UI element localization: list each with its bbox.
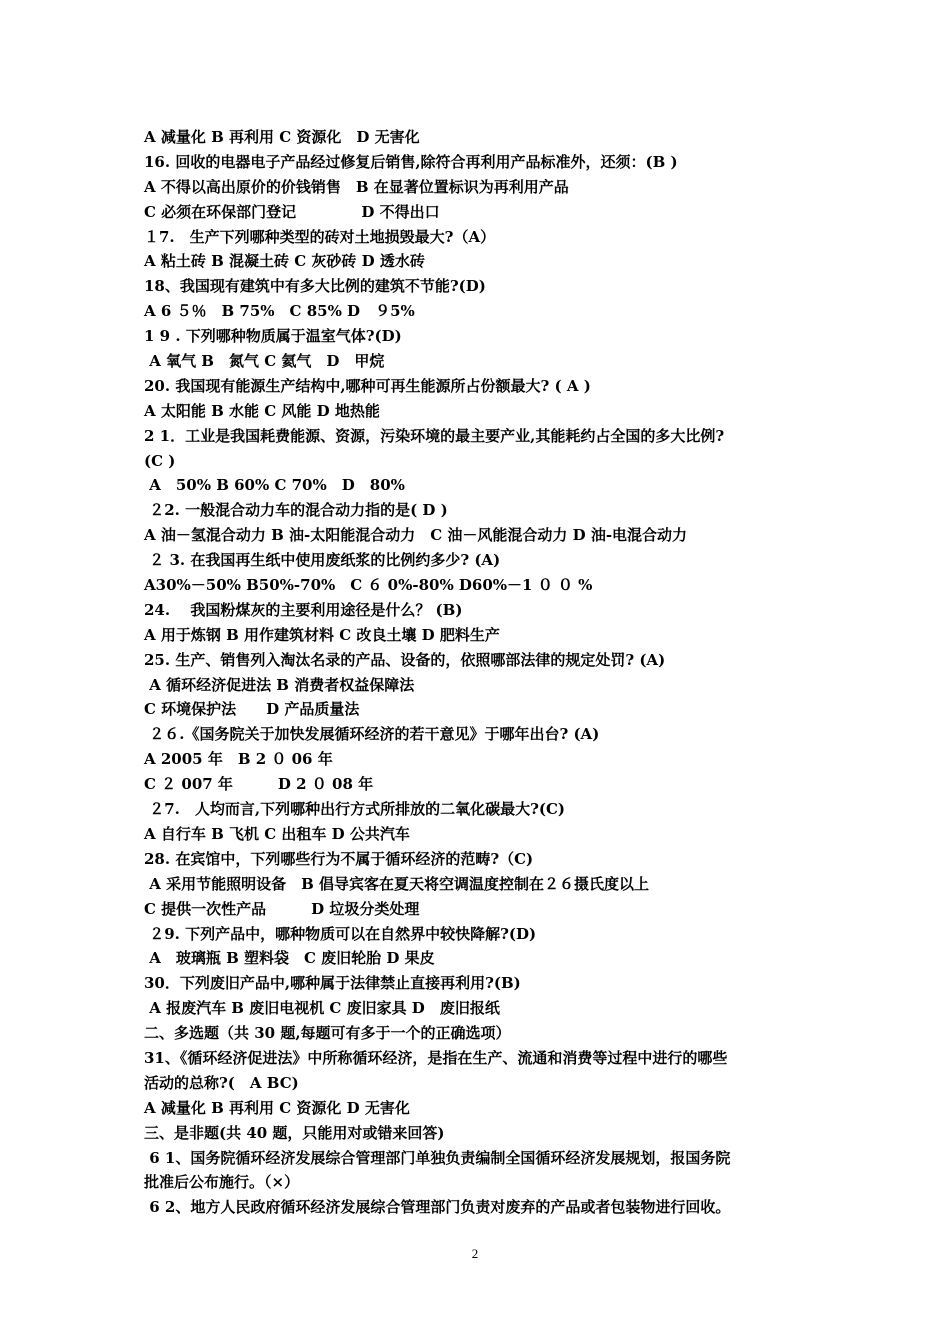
text-line: A 6 ５％ B 75% C 85% D ９5% [144, 302, 415, 321]
text-line: 28. 在宾馆中，下列哪些行为不属于循环经济的范畴?（C) [144, 849, 534, 868]
text-line: A 2005 年 B 2 ０ 06 年 [144, 750, 333, 769]
text-line: A 氧气 B 氮气 C 氦气 D 甲烷 [144, 352, 385, 371]
text-line: A 用于炼钢 B 用作建筑材料 C 改良土壤 D 肥料生产 [144, 625, 500, 644]
text-line: 31、《循环经济促进法》中所称循环经济，是指在生产、流通和消费等过程中进行的哪些 [144, 1048, 728, 1067]
text-line: C 环境保护法 D 产品质量法 [144, 700, 360, 719]
document-body [144, 125, 824, 1220]
text-line: ２7. 人均而言,下列哪种出行方式所排放的二氧化碳最大?(C) [144, 800, 566, 819]
text-line: A 50% B 60% C 70% D 80% [144, 476, 405, 495]
text-line: A 报废汽车 B 废旧电视机 C 废旧家具 D 废旧报纸 [144, 999, 500, 1018]
text-line: A 油－氢混合动力 B 油-太阳能混合动力 C 油－风能混合动力 D 油-电混合动力 [144, 526, 688, 545]
text-line: 30．下列废旧产品中,哪种属于法律禁止直接再利用?(B) [144, 974, 521, 993]
text-line: A 采用节能照明设备 B 倡导宾客在夏天将空调温度控制在２６摄氏度以上 [144, 874, 649, 893]
text-line: 16. 回收的电器电子产品经过修复后销售,除符合再利用产品标准外，还须：(B ) [144, 152, 678, 171]
text-line: A 减量化 B 再利用 C 资源化 D 无害化 [144, 128, 420, 146]
text-line: 1 9 . 下列哪种物质属于温室气体?(D) [144, 327, 402, 346]
text-line: 20. 我国现有能源生产结构中,哪种可再生能源所占份额最大? ( A ) [144, 376, 591, 395]
text-line: ２9. 下列产品中，哪种物质可以在自然界中较快降解?(D) [144, 924, 537, 943]
text-line: A 自行车 B 飞机 C 出租车 D 公共汽车 [144, 824, 410, 843]
text-line: 2 1．工业是我国耗费能源、资源，污染环境的最主要产业,其能耗约占全国的多大比例? [144, 426, 725, 445]
text-line: 6 1、国务院循环经济发展综合管理部门单独负责编制全国循环经济发展规划，报国务院 [144, 1148, 731, 1167]
text-line: C ２ 007 年 D 2 ０ 08 年 [144, 775, 374, 794]
text-line: A 不得以高出原价的价钱销售 B 在显著位置标识为再利用产品 [144, 177, 569, 196]
text-line: A30%－50% B50%-70% C ６ 0%-80% D60%－1 ０ ０ % [144, 576, 593, 595]
page-number: 2 [471, 1246, 479, 1261]
text-line: 18、我国现有建筑中有多大比例的建筑不节能?(D) [144, 277, 486, 296]
text-line: 二、多选题（共 30 题,每题可有多于一个的正确选项） [144, 1024, 511, 1043]
text-line: C 必须在环保部门登记 D 不得出口 [144, 202, 440, 221]
text-line: 6 2、地方人民政府循环经济发展综合管理部门负责对废弃的产品或者包装物进行回收。 [144, 1198, 731, 1217]
text-line: 批准后公布施行。（×） [144, 1173, 300, 1192]
text-line: ２６.《国务院关于加快发展循环经济的若干意见》于哪年出台? (A) [144, 725, 600, 744]
text-line: (C ) [144, 451, 176, 470]
text-line: A 太阳能 B 水能 C 风能 D 地热能 [144, 401, 380, 420]
text-line: A 粘土砖 B 混凝土砖 C 灰砂砖 D 透水砖 [144, 252, 425, 271]
text-line: 活动的总称?( A BC) [144, 1073, 299, 1092]
text-line: 25. 生产、销售列入淘汰名录的产品、设备的，依照哪部法律的规定处罚? (A) [144, 650, 666, 669]
text-line: C 提供一次性产品 D 垃圾分类处理 [144, 899, 420, 918]
text-line: A 玻璃瓶 B 塑料袋 C 废旧轮胎 D 果皮 [144, 949, 435, 968]
text-line: ２ 3. 在我国再生纸中使用废纸浆的比例约多少? (A) [144, 551, 501, 570]
text-line: 24. 我国粉煤灰的主要利用途径是什么？ (B) [144, 600, 463, 619]
text-line: ２2. 一般混合动力车的混合动力指的是( D ) [144, 501, 448, 520]
text-line: 三、是非题(共 40 题，只能用对或错来回答) [144, 1123, 445, 1142]
text-line: A 减量化 B 再利用 C 资源化 D 无害化 [144, 1098, 410, 1117]
text-line: １7. 生产下列哪种类型的砖对土地损毁最大?（A） [144, 227, 496, 246]
text-line: A 循环经济促进法 B 消费者权益保障法 [144, 675, 415, 694]
